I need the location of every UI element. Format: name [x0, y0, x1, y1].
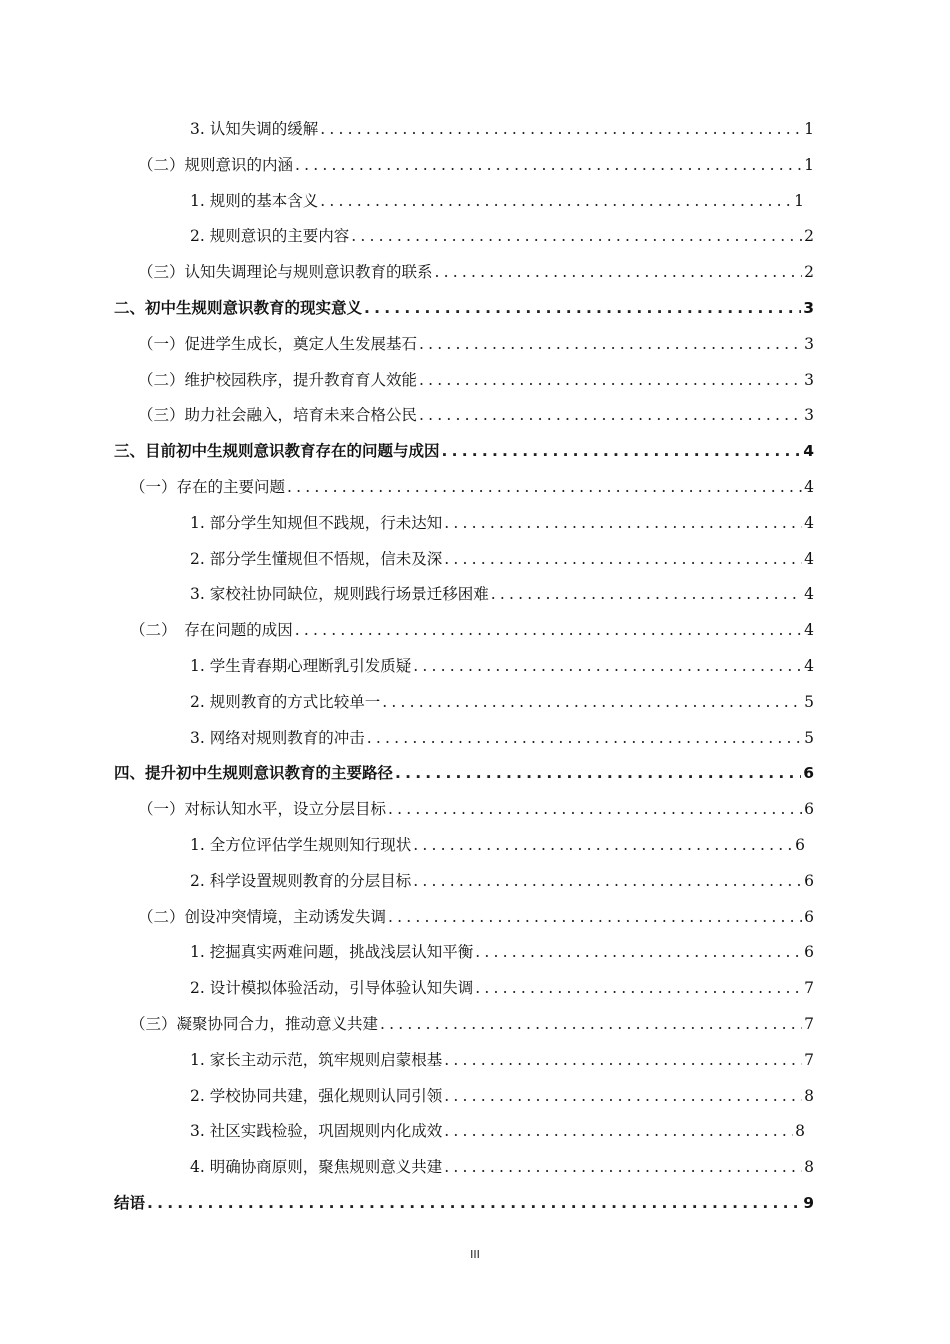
toc-entry[interactable] [114, 439, 814, 463]
toc-entry[interactable] [190, 189, 804, 213]
toc-entry-title: 四、提升初中生规则意识教育的主要路径 [114, 764, 394, 783]
toc-entry-page: 9 [803, 1194, 814, 1212]
toc-entry-page: 1 [804, 120, 814, 138]
toc-entry[interactable] [190, 976, 814, 1000]
toc-leader-dots [287, 478, 802, 496]
toc-entry-page: 4 [804, 621, 814, 640]
toc-entry[interactable] [130, 475, 814, 499]
toc-entry[interactable] [190, 726, 814, 750]
toc-entry-page: 3 [804, 370, 814, 389]
toc-entry-page: 6 [803, 764, 814, 783]
toc-entry-title: 1. 家长主动示范，筑牢规则启蒙根基 [190, 1050, 443, 1069]
toc-entry-page: 5 [804, 692, 814, 711]
toc-leader-dots [364, 299, 801, 317]
toc-entry[interactable] [190, 547, 814, 571]
toc-entry-page: 4 [804, 585, 814, 604]
toc-entry-page: 3 [803, 299, 814, 317]
page-number: III [470, 1248, 480, 1261]
toc-leader-dots [419, 371, 802, 389]
toc-entry-title: 2. 规则教育的方式比较单一 [190, 692, 381, 711]
toc-entry[interactable] [114, 296, 814, 320]
toc-entry-page: 1 [804, 155, 814, 174]
toc-entry[interactable] [190, 654, 814, 678]
toc-leader-dots [419, 406, 802, 424]
toc-leader-dots [295, 156, 802, 174]
toc-entry[interactable] [138, 153, 814, 177]
toc-entry-page: 4 [804, 549, 814, 568]
toc-leader-dots [367, 729, 802, 747]
toc-leader-dots [475, 943, 802, 961]
toc-entry[interactable] [190, 833, 805, 857]
toc-entry-title: 3. 家校社协同缺位，规则践行场景迁移困难 [190, 585, 489, 604]
toc-entry[interactable] [190, 224, 814, 248]
toc-leader-dots [442, 442, 802, 460]
toc-entry[interactable] [114, 1191, 814, 1215]
toc-entry[interactable] [138, 368, 814, 392]
toc-entry-page: 7 [804, 979, 814, 998]
toc-entry-page: 3 [804, 406, 814, 425]
toc-entry-page: 6 [804, 943, 814, 962]
toc-leader-dots [388, 800, 802, 818]
toc-entry-title: （二）创设冲突情境，主动诱发失调 [138, 907, 387, 926]
toc-entry-page: 2 [804, 263, 814, 282]
toc-entry-title: 三、目前初中生规则意识教育存在的问题与成因 [114, 442, 440, 461]
toc-leader-dots [395, 764, 801, 782]
toc-leader-dots [295, 621, 802, 639]
toc-leader-dots [380, 1015, 802, 1033]
toc-entry-title: （三）助力社会融入，培育未来合格公民 [138, 406, 418, 425]
toc-entry-page: 3 [804, 334, 814, 353]
toc-entry-title: （一）促进学生成长，奠定人生发展基石 [138, 334, 418, 353]
toc-entry-page: 6 [804, 907, 814, 926]
toc-entry-page: 4 [803, 442, 814, 461]
toc-entry[interactable] [190, 1084, 814, 1108]
toc-entry-title: （一）存在的主要问题 [130, 478, 286, 496]
toc-entry[interactable] [190, 1048, 814, 1072]
toc-leader-dots [491, 585, 802, 603]
toc-entry[interactable] [190, 511, 814, 535]
toc-entry-page: 2 [804, 227, 814, 246]
toc-entry[interactable] [190, 940, 814, 964]
toc-entry-title: （二）规则意识的内涵 [138, 155, 294, 174]
toc-leader-dots [444, 550, 802, 568]
toc-entry-title: 2. 学校协同共建，强化规则认同引领 [190, 1086, 443, 1105]
toc-entry-title: （二）维护校园秩序，提升教育育人效能 [138, 370, 418, 389]
toc-leader-dots [320, 120, 802, 138]
toc-entry-title: 1. 部分学生知规但不践规，行未达知 [190, 513, 443, 532]
toc-leader-dots [388, 908, 802, 926]
toc-entry-title: 2. 科学设置规则教育的分层目标 [190, 871, 412, 890]
toc-entry-title: 3. 社区实践检验，巩固规则内化成效 [190, 1122, 443, 1141]
toc-entry-title: 2. 部分学生懂规但不悟规，信未及深 [190, 549, 443, 568]
toc-entry[interactable] [190, 1155, 814, 1179]
toc-entry-page: 6 [795, 836, 805, 854]
toc-entry[interactable] [138, 403, 814, 427]
toc-entry[interactable] [114, 761, 814, 785]
toc-leader-dots [320, 192, 792, 210]
toc-entry[interactable] [138, 905, 814, 929]
toc-leader-dots [413, 657, 802, 675]
toc-leader-dots [382, 693, 802, 711]
toc-entry[interactable] [190, 690, 814, 714]
toc-entry-title: （三）凝聚协同合力，推动意义共建 [130, 1015, 379, 1033]
toc-leader-dots [444, 1087, 802, 1105]
toc-entry-title: 4. 明确协商原则，聚焦规则意义共建 [190, 1158, 443, 1177]
toc-entry[interactable] [130, 1012, 814, 1036]
toc-entry-page: 8 [795, 1122, 805, 1141]
toc-entry-page: 4 [804, 478, 814, 496]
toc-entry-page: 7 [804, 1015, 814, 1033]
toc-entry-title: （一）对标认知水平，设立分层目标 [138, 800, 387, 819]
toc-leader-dots [444, 1122, 793, 1140]
toc-entry-title: 二、初中生规则意识教育的现实意义 [114, 299, 363, 317]
toc-entry[interactable] [138, 260, 814, 284]
toc-leader-dots [419, 335, 802, 353]
toc-entry-page: 8 [804, 1086, 814, 1105]
toc-leader-dots [351, 227, 802, 245]
toc-leader-dots [444, 514, 802, 532]
toc-entry-title: 3. 网络对规则教育的冲击 [190, 728, 365, 747]
toc-entry[interactable] [130, 618, 814, 642]
toc-leader-dots [444, 1158, 802, 1176]
toc-entry-page: 4 [804, 513, 814, 532]
toc-entry[interactable] [190, 1119, 805, 1143]
toc-leader-dots [147, 1194, 801, 1212]
toc-entry-page: 4 [804, 657, 814, 675]
toc-entry-title: 1. 学生青春期心理断乳引发质疑 [190, 657, 412, 675]
toc-entry[interactable] [138, 332, 814, 356]
toc-entry-page: 6 [804, 871, 814, 890]
toc-leader-dots [413, 836, 793, 854]
toc-entry-title: 1. 规则的基本含义 [190, 191, 319, 210]
toc-entry-title: 1. 挖掘真实两难问题，挑战浅层认知平衡 [190, 943, 474, 962]
toc-entry-page: 7 [804, 1050, 814, 1069]
toc-entry-title: 结语 [114, 1194, 146, 1212]
toc-entry[interactable] [138, 797, 814, 821]
toc-entry-page: 5 [804, 728, 814, 747]
toc-entry[interactable] [190, 582, 814, 606]
toc-leader-dots [475, 979, 802, 997]
toc-entry-title: 2. 设计模拟体验活动，引导体验认知失调 [190, 979, 474, 998]
toc-leader-dots [435, 263, 803, 281]
toc-entry-page: 8 [804, 1158, 814, 1177]
toc-entry[interactable] [190, 117, 814, 141]
toc-leader-dots [413, 872, 802, 890]
toc-entry-title: 3. 认知失调的缓解 [190, 120, 319, 138]
toc-entry-title: （三）认知失调理论与规则意识教育的联系 [138, 263, 433, 282]
toc-entry[interactable] [190, 869, 814, 893]
toc-entry-page: 6 [804, 800, 814, 819]
toc-entry-title: （二） 存在问题的成因 [130, 621, 293, 640]
toc-entry-title: 1. 全方位评估学生规则知行现状 [190, 836, 412, 854]
toc-leader-dots [444, 1051, 802, 1069]
toc-entry-page: 1 [794, 191, 804, 210]
toc-entry-title: 2. 规则意识的主要内容 [190, 227, 350, 246]
